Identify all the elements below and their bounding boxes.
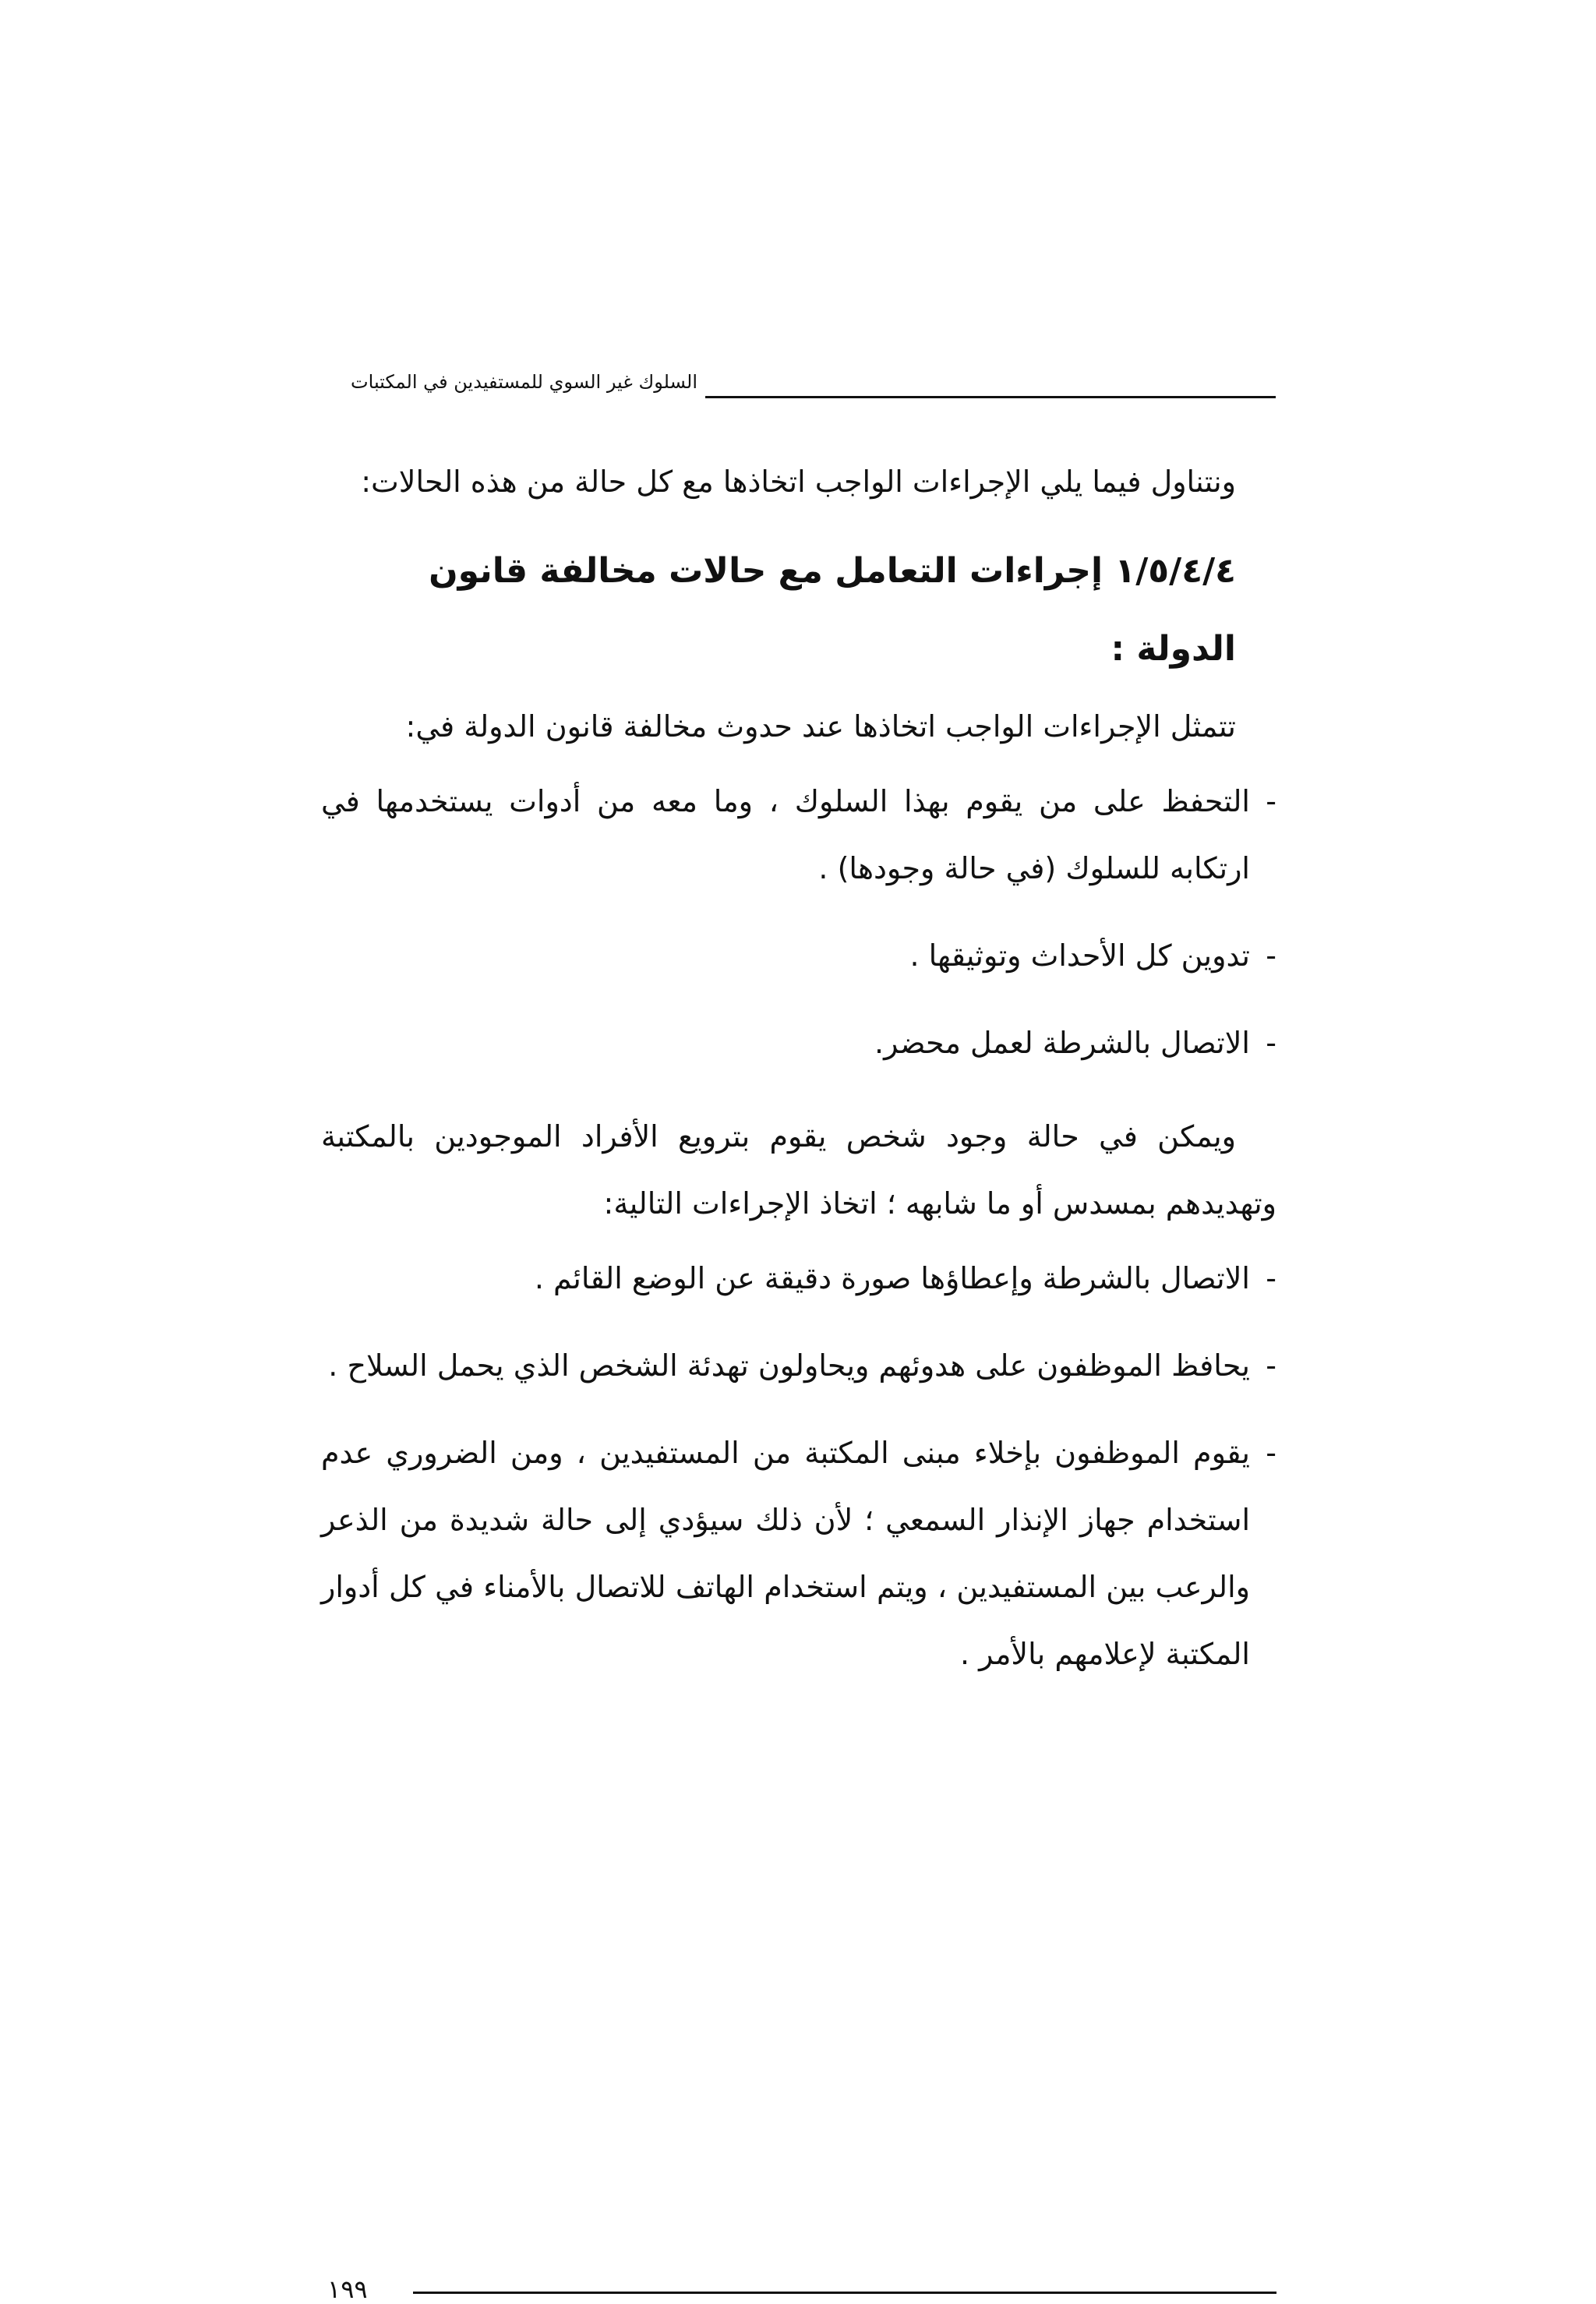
list-item: [321, 768, 1276, 902]
list-item: [321, 922, 1276, 989]
page-header: [323, 366, 1276, 405]
section-lead: تتمثل الإجراءات الواجب اتخاذها عند حدوث مخالفة قانون الدولة في:: [405, 709, 1236, 744]
list-item-text: الاتصال بالشرطة وإعطاؤها صورة دقيقة عن الوضع القائم .: [534, 1261, 1250, 1295]
running-title: السلوك غير السوي للمستفيدين في المكتبات: [351, 371, 697, 393]
list-item: [321, 1419, 1276, 1687]
bullet-dash: -: [1266, 1026, 1276, 1060]
list-item-text: التحفظ على من يقوم بهذا السلوك ، وما معه من أدوات يستخدمها في ارتكابه للسلوك (في حالة وجودها) .: [321, 784, 1250, 885]
footer-rule: [413, 2292, 1276, 2294]
page-content: [321, 448, 1276, 1687]
list-item: [321, 1332, 1276, 1399]
list-item-text: يقوم الموظفون بإخلاء مبنى المكتبة من المستفيدين ، ومن الضروري عدم استخدام جهاز الإنذار السمعي ؛ لأن ذلك سيؤدي إلى حالة شديدة من الذعر والرعب بين المستفيدين ، ويتم استخدام الهاتف للاتصال بالأمناء في كل أدوار المكتبة لإعلامهم بالأمر .: [321, 1436, 1250, 1671]
section-heading: ١/٥/٤/٤ إجراءات التعامل مع حالات مخالفة قانون الدولة :: [429, 551, 1236, 669]
bullet-dash: -: [1266, 1348, 1276, 1383]
list-item: [321, 1009, 1276, 1076]
list-item-text: تدوين كل الأحداث وتوثيقها .: [909, 938, 1250, 973]
list-item-text: الاتصال بالشرطة لعمل محضر.: [874, 1026, 1250, 1060]
bullet-dash: -: [1266, 1261, 1276, 1295]
intro-paragraph: ونتناول فيما يلي الإجراءات الواجب اتخاذها مع كل حالة من هذه الحالات:: [361, 465, 1236, 499]
page-number: ١٩٩: [327, 2274, 368, 2304]
bullet-dash: -: [1266, 1436, 1276, 1470]
list-item-text: يحافظ الموظفون على هدوئهم ويحاولون تهدئة الشخص الذي يحمل السلاح .: [328, 1348, 1250, 1383]
header-rule: [705, 396, 1276, 398]
list-item: [321, 1245, 1276, 1312]
bullet-dash: -: [1266, 784, 1276, 818]
second-paragraph: ويمكن في حالة وجود شخص يقوم بترويع الأفراد الموجودين بالمكتبة وتهديدهم بمسدس أو ما شابهه ؛ اتخاذ الإجراءات التالية:: [321, 1119, 1276, 1221]
bullet-dash: -: [1266, 938, 1276, 973]
